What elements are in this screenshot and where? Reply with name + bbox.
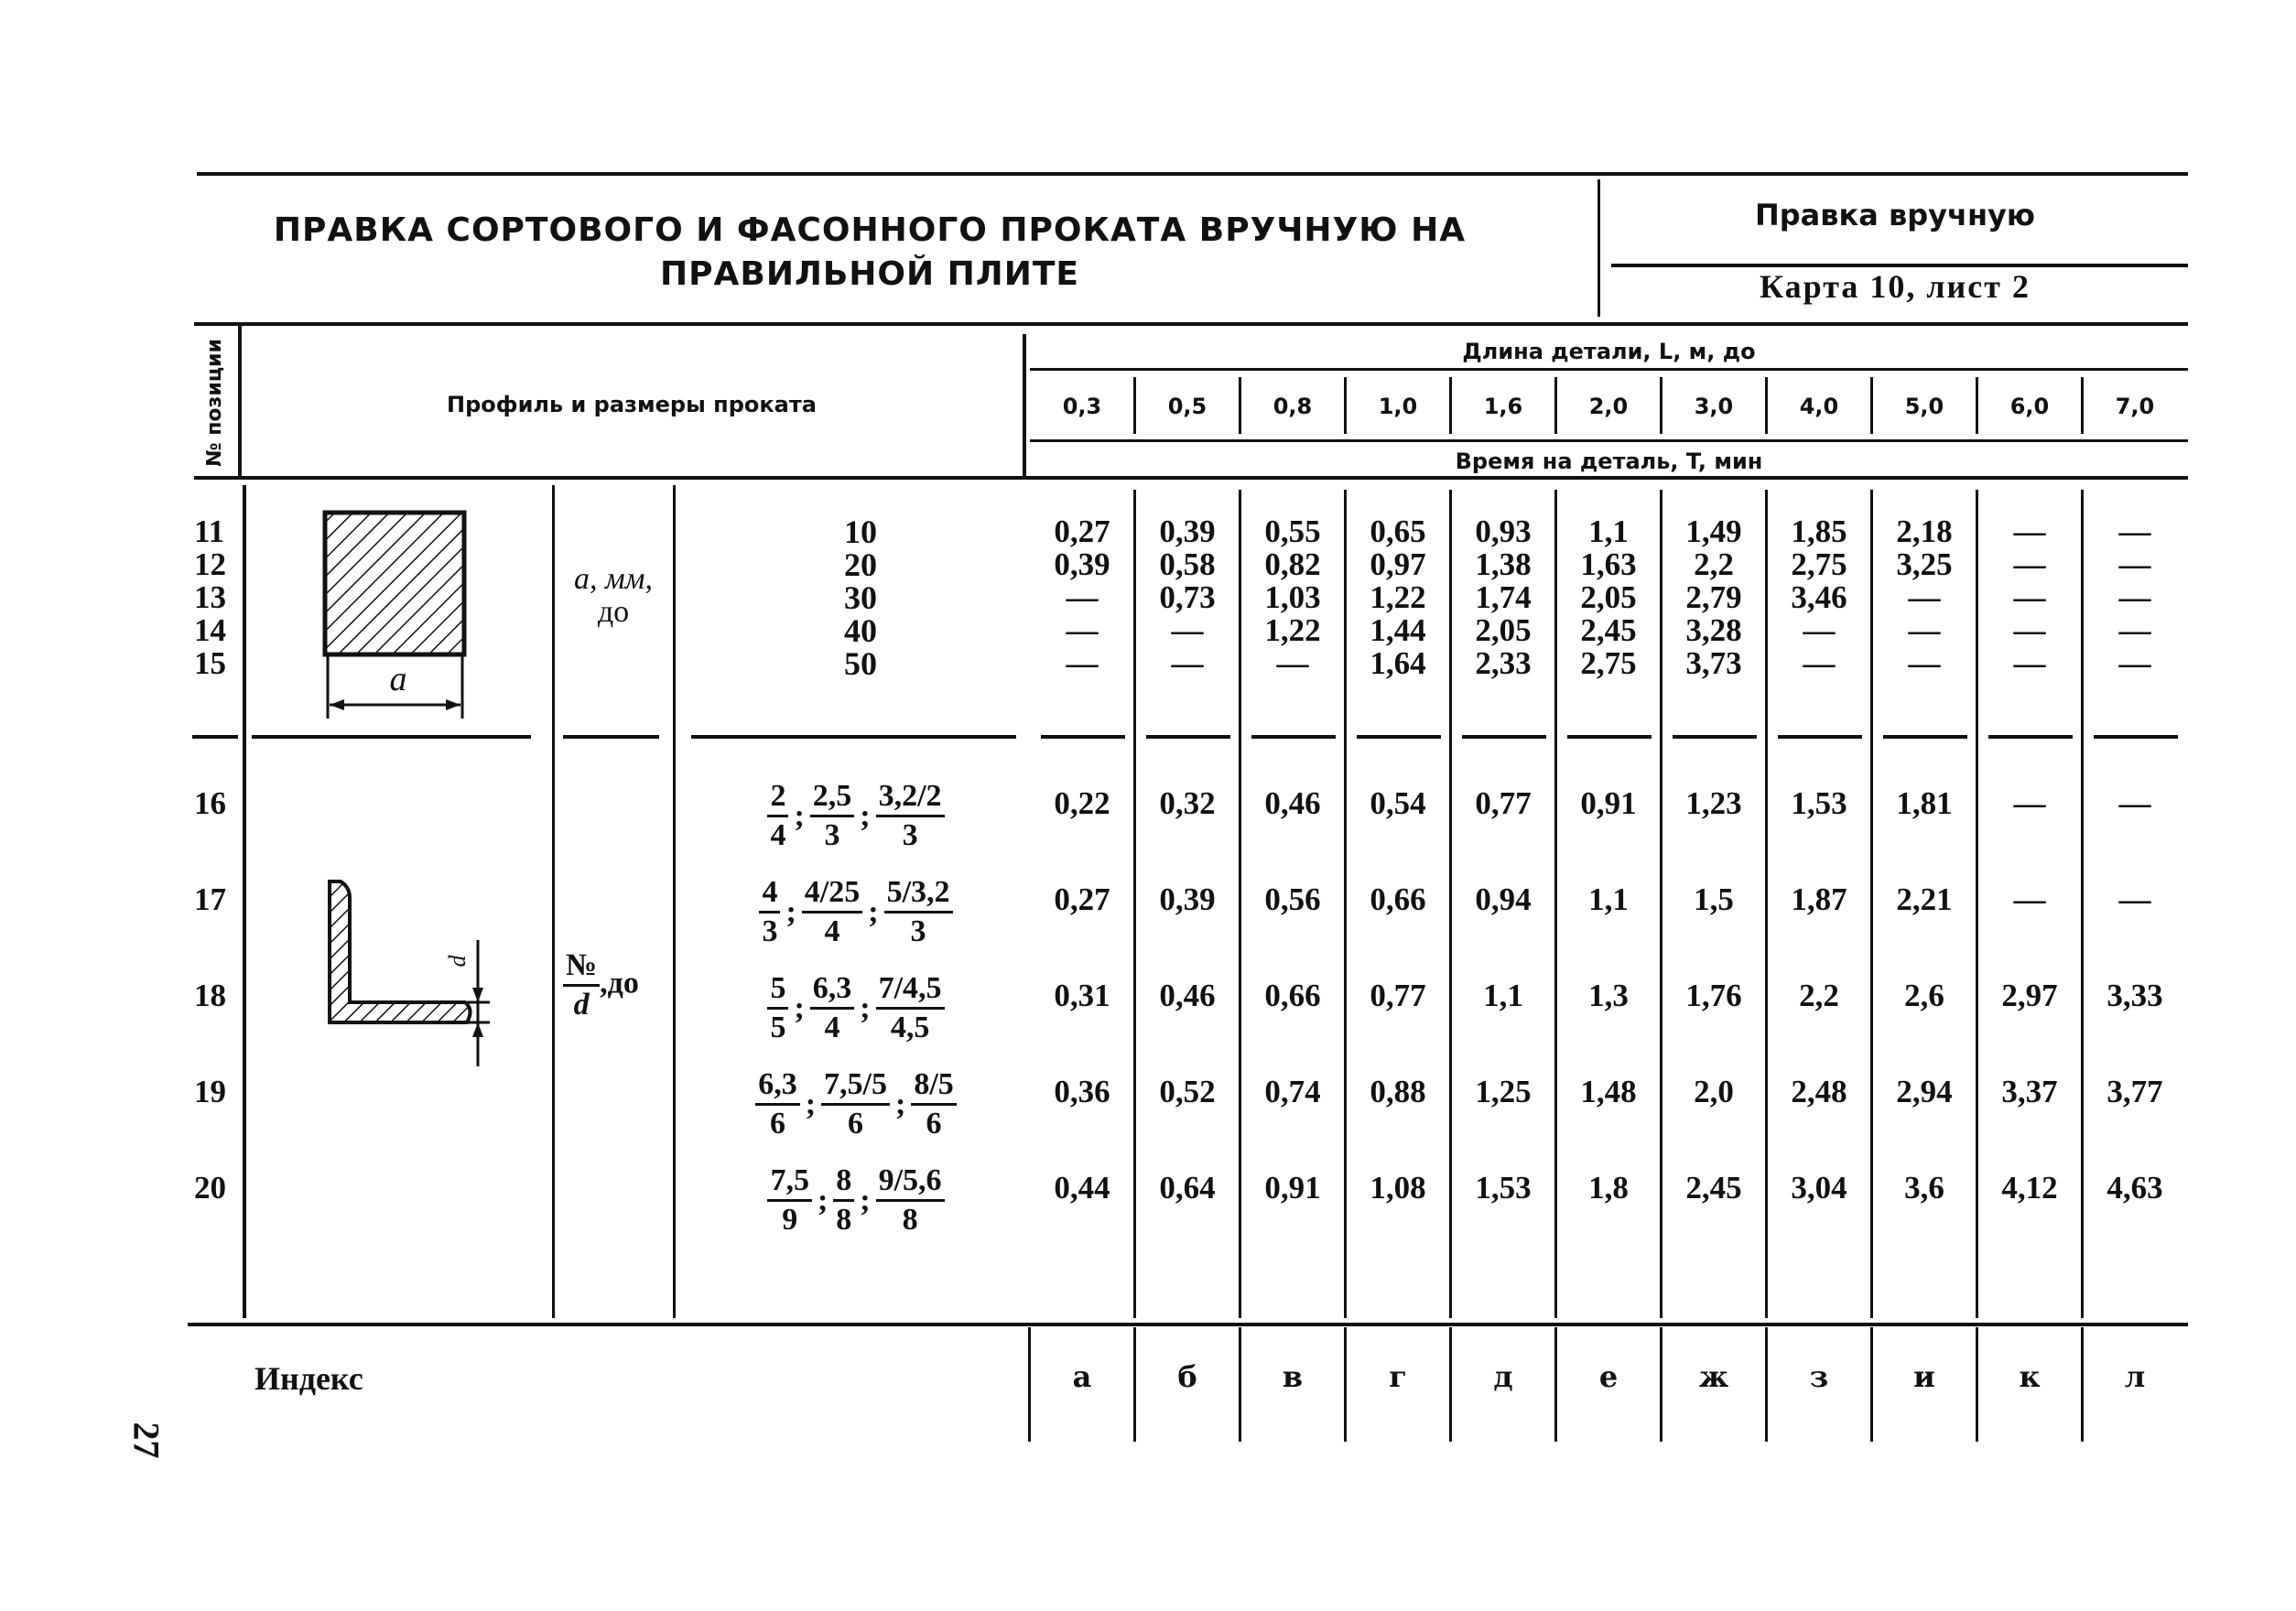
index-separator [2081, 1327, 2084, 1442]
time-value: 1,8 [1588, 1170, 1629, 1206]
length-separator [1344, 377, 1347, 434]
size-separator: ; [817, 1183, 829, 1217]
time-value: 1,81 [1896, 785, 1953, 821]
size-num: 4/25 [802, 874, 862, 914]
separator [1673, 735, 1757, 739]
index-letter: л [2124, 1359, 2146, 1394]
index-label: Индекс [255, 1360, 363, 1397]
time-value: 0,56 [1264, 881, 1321, 917]
pos-col-border [238, 325, 242, 476]
time-value: 2,6 [1904, 978, 1944, 1013]
time-value: 2,45 [1685, 1170, 1742, 1206]
time-value: 0,46 [1264, 785, 1321, 821]
time-value: 3,33 [2106, 978, 2163, 1013]
param-fraction [563, 947, 600, 1023]
index-letter: г [1389, 1359, 1407, 1394]
length-value: 5,0 [1904, 394, 1944, 419]
param-suffix: ,до [600, 966, 639, 1000]
index-separator [1133, 1327, 1136, 1442]
size-num: 6,3 [755, 1066, 800, 1106]
param-label-text: a, мм, [574, 562, 653, 596]
top-rule [197, 172, 2188, 176]
time-value: 2,2 [1799, 978, 1839, 1013]
page-title: ПРАВКА СОРТОВОГО И ФАСОННОГО ПРОКАТА ВРУЧНУЮ НА ПРАВИЛЬНОЙ ПЛИТЕ [273, 211, 1467, 293]
time-value: 2,79 [1685, 579, 1742, 615]
separator [1988, 735, 2073, 739]
index-letter: б [1177, 1359, 1197, 1394]
time-value: 2,97 [2001, 978, 2058, 1013]
param-label-upto: до [597, 595, 630, 629]
time-value: 1,44 [1370, 612, 1426, 648]
param-label-angle [563, 947, 673, 1023]
length-value: 0,5 [1167, 394, 1208, 419]
time-value: 1,64 [1370, 645, 1426, 681]
position-number: 20 [194, 1170, 226, 1206]
size-num: 4 [759, 874, 780, 914]
param-label-a [558, 563, 668, 629]
time-value: — [2013, 881, 2046, 917]
time-value: 3,04 [1791, 1170, 1847, 1206]
time-value: 0,52 [1159, 1074, 1216, 1109]
length-rule [1030, 368, 2188, 371]
size-value: 40 [844, 612, 877, 649]
position-number: 18 [194, 978, 226, 1013]
length-separator [1133, 377, 1136, 434]
length-value: 0,3 [1062, 394, 1102, 419]
time-value: 3,6 [1904, 1170, 1944, 1206]
size-num: 7,5 [767, 1162, 812, 1202]
position-number: 11 [194, 514, 225, 549]
time-value: 0,39 [1159, 881, 1216, 917]
index-letter: д [1493, 1359, 1513, 1394]
position-number: 17 [194, 881, 226, 917]
time-value: 1,53 [1475, 1170, 1532, 1206]
time-value: 3,28 [1685, 612, 1742, 648]
size-fraction [911, 1066, 956, 1142]
size-num: 2,5 [810, 778, 855, 817]
size-num: 2 [767, 778, 788, 817]
length-value: 4,0 [1799, 394, 1839, 419]
separator [1357, 735, 1441, 739]
size-fraction [802, 874, 862, 950]
time-value: — [2118, 514, 2151, 549]
time-value: 0,73 [1159, 579, 1216, 615]
separator [563, 735, 659, 739]
time-value: — [1066, 645, 1099, 681]
time-value: 1,3 [1588, 978, 1629, 1013]
time-value: 1,03 [1264, 579, 1321, 615]
size-num: 5/3,2 [884, 874, 953, 914]
position-number: 16 [194, 785, 226, 821]
length-value: 1,6 [1483, 394, 1523, 419]
time-value: — [1803, 612, 1836, 648]
separator [1567, 735, 1652, 739]
time-value: 0,27 [1054, 514, 1110, 549]
separator [1883, 735, 1967, 739]
position-number: 15 [194, 645, 226, 681]
size-den: 3 [762, 914, 778, 948]
time-value: — [1171, 612, 1204, 648]
length-separator [1660, 377, 1662, 434]
time-value: 1,25 [1475, 1074, 1532, 1109]
time-value: — [1066, 612, 1099, 648]
size-num: 7,5/5 [821, 1066, 890, 1106]
dim-letter-d: d [444, 955, 471, 968]
index-top-rule [188, 1323, 2188, 1326]
size-den: 8 [836, 1203, 852, 1237]
length-separator [1976, 377, 1978, 434]
time-value: — [1908, 645, 1941, 681]
value-column-border [1449, 490, 1452, 1318]
length-separator [2081, 377, 2084, 434]
index-letter: к [2019, 1359, 2041, 1394]
time-value: 2,2 [1694, 546, 1734, 582]
time-value: 4,63 [2106, 1170, 2163, 1206]
time-value: 0,66 [1264, 978, 1321, 1013]
angle-bar-hatched-icon [320, 874, 504, 1076]
time-value: 2,48 [1791, 1074, 1847, 1109]
size-den: 9 [782, 1203, 798, 1237]
time-value: — [2118, 579, 2151, 615]
position-number: 12 [194, 546, 226, 582]
time-value: 2,94 [1896, 1074, 1953, 1109]
size-separator: ; [895, 1087, 906, 1121]
time-value: — [1908, 612, 1941, 648]
lengths-bottom-rule [1030, 439, 2188, 442]
time-value: 1,74 [1475, 579, 1532, 615]
time-value: 1,08 [1370, 1170, 1426, 1206]
size-den: 3 [902, 818, 918, 852]
time-value: 0,55 [1264, 514, 1321, 549]
param-num: № [563, 947, 600, 987]
size-value: 50 [844, 645, 877, 682]
time-value: 1,5 [1694, 881, 1734, 917]
size-num: 9/5,6 [876, 1162, 945, 1202]
size-den: 4,5 [890, 1011, 930, 1044]
time-value: 1,53 [1791, 785, 1847, 821]
time-value: 3,77 [2106, 1074, 2163, 1109]
value-column-border [1660, 490, 1662, 1318]
separator [2094, 735, 2178, 739]
position-number: 13 [194, 579, 226, 615]
size-fraction [876, 778, 945, 854]
time-value: 1,22 [1370, 579, 1426, 615]
length-value: 2,0 [1588, 394, 1629, 419]
time-value: 3,73 [1685, 645, 1742, 681]
size-fraction [767, 1162, 812, 1238]
size-fraction [755, 1066, 800, 1142]
size-num: 5 [767, 970, 788, 1010]
time-value: — [2118, 881, 2151, 917]
time-value: 3,25 [1896, 546, 1953, 582]
time-value: — [1803, 645, 1836, 681]
size-den: 5 [770, 1011, 786, 1044]
time-value: 0,22 [1054, 785, 1110, 821]
separator [1146, 735, 1230, 739]
separator [691, 735, 1016, 739]
value-column-border [1870, 490, 1873, 1318]
index-separator [1554, 1327, 1557, 1442]
size-den: 6 [769, 1107, 785, 1141]
size-value: 30 [844, 579, 877, 616]
time-value: 1,85 [1791, 514, 1847, 549]
time-value: 2,33 [1475, 645, 1532, 681]
time-value: — [2118, 546, 2151, 582]
index-letter: а [1072, 1359, 1092, 1394]
length-value: 6,0 [2009, 394, 2050, 419]
time-value: — [1066, 579, 1099, 615]
size-fraction [821, 1066, 890, 1142]
profile-col-label: Профиль и размеры проката [447, 392, 817, 417]
size-separator: ; [860, 990, 871, 1025]
time-value: 1,23 [1685, 785, 1742, 821]
time-value: 0,32 [1159, 785, 1216, 821]
length-value: 3,0 [1694, 394, 1734, 419]
size-den: 4 [770, 818, 786, 852]
index-letter: з [1809, 1359, 1829, 1394]
position-number: 14 [194, 612, 226, 648]
index-separator [1660, 1327, 1662, 1442]
time-value: 1,38 [1475, 546, 1532, 582]
time-value: 1,87 [1791, 881, 1847, 917]
size-value: 10 [844, 514, 877, 550]
size-fraction [767, 778, 788, 854]
size-fraction [810, 970, 855, 1046]
index-separator [1028, 1327, 1031, 1442]
time-value: 0,82 [1264, 546, 1321, 582]
index-letter: ж [1698, 1359, 1729, 1394]
time-value: 1,76 [1685, 978, 1742, 1013]
size-fraction [759, 874, 780, 950]
index-separator [1239, 1327, 1241, 1442]
time-value: 1,63 [1580, 546, 1637, 582]
separator [1778, 735, 1862, 739]
size-num: 8/5 [911, 1066, 956, 1106]
time-value: 3,46 [1791, 579, 1847, 615]
length-value: 1,0 [1378, 394, 1418, 419]
time-value: 1,48 [1580, 1074, 1637, 1109]
time-value: 2,75 [1791, 546, 1847, 582]
time-value: 2,45 [1580, 612, 1637, 648]
length-separator [1870, 377, 1873, 434]
length-separator [1554, 377, 1557, 434]
size-den: 8 [902, 1203, 918, 1237]
size-num: 3,2/2 [876, 778, 945, 817]
size-fractions [696, 874, 1016, 950]
time-value: 1,1 [1588, 881, 1629, 917]
value-column-border [1765, 490, 1768, 1318]
index-letter: е [1598, 1359, 1619, 1394]
size-fraction [833, 1162, 854, 1238]
position-number: 19 [194, 1074, 226, 1109]
time-value: 0,46 [1159, 978, 1216, 1013]
size-separator: ; [794, 798, 805, 833]
time-value: — [1276, 645, 1309, 681]
time-value: — [2013, 579, 2046, 615]
size-fraction [876, 1162, 945, 1238]
value-column-border [1239, 490, 1241, 1318]
time-value: 0,77 [1475, 785, 1532, 821]
value-column-border [1133, 490, 1136, 1318]
length-separator [1449, 377, 1452, 434]
size-fraction [876, 970, 945, 1046]
time-value: 0,91 [1580, 785, 1637, 821]
pos-col-label: № позиции [203, 339, 226, 467]
time-value: — [2118, 785, 2151, 821]
dim-letter-a: a [389, 660, 407, 698]
size-num: 8 [833, 1162, 854, 1202]
time-value: — [1171, 645, 1204, 681]
time-value: — [1908, 579, 1941, 615]
size-separator: ; [785, 894, 796, 929]
time-value: 0,94 [1475, 881, 1532, 917]
time-value: — [2118, 612, 2151, 648]
separator [192, 735, 238, 739]
size-separator: ; [868, 894, 879, 929]
time-value: 2,05 [1580, 579, 1637, 615]
time-value: 0,58 [1159, 546, 1216, 582]
time-value: — [2013, 612, 2046, 648]
length-separator [1239, 377, 1241, 434]
time-value: — [2013, 785, 2046, 821]
index-separator [1765, 1327, 1768, 1442]
size-den: 3 [824, 818, 840, 852]
length-label: Длина детали, L, м, до [1462, 339, 1756, 364]
table-top-rule [194, 322, 2188, 326]
separator [1251, 735, 1336, 739]
index-letter: и [1913, 1359, 1935, 1394]
time-value: 2,05 [1475, 612, 1532, 648]
length-value: 0,8 [1273, 394, 1313, 419]
time-label: Время на деталь, T, мин [1455, 449, 1763, 474]
separator [1462, 735, 1546, 739]
time-value: 1,1 [1588, 514, 1629, 549]
size-num: 6,3 [810, 970, 855, 1010]
time-value: — [2013, 514, 2046, 549]
index-separator [1870, 1327, 1873, 1442]
size-fraction [884, 874, 953, 950]
time-value: 0,54 [1370, 785, 1426, 821]
time-value: 3,37 [2001, 1074, 2058, 1109]
value-column-border [2081, 490, 2084, 1318]
index-separator [1976, 1327, 1978, 1442]
section-label: Правка вручную [1754, 198, 2036, 232]
index-letter: в [1282, 1359, 1304, 1394]
time-value: 1,1 [1483, 978, 1523, 1013]
time-value: 2,21 [1896, 881, 1953, 917]
time-value: 0,65 [1370, 514, 1426, 549]
index-separator [1449, 1327, 1452, 1442]
time-value: 0,91 [1264, 1170, 1321, 1206]
time-value: 0,64 [1159, 1170, 1216, 1206]
time-value: 0,77 [1370, 978, 1426, 1013]
time-value: 0,36 [1054, 1074, 1110, 1109]
time-value: 0,66 [1370, 881, 1426, 917]
time-value: 2,0 [1694, 1074, 1734, 1109]
time-value: 4,12 [2001, 1170, 2058, 1206]
time-value: 0,39 [1159, 514, 1216, 549]
size-separator: ; [860, 798, 871, 833]
size-fractions [696, 1066, 1016, 1142]
time-value: 0,31 [1054, 978, 1110, 1013]
size-separator: ; [805, 1087, 817, 1121]
size-num: 7/4,5 [876, 970, 945, 1010]
time-value: 0,74 [1264, 1074, 1321, 1109]
page-number: 27 [125, 1422, 168, 1459]
header-bottom-rule [194, 476, 2188, 480]
time-value: 2,75 [1580, 645, 1637, 681]
size-den: 6 [926, 1107, 942, 1141]
profile-col-border [1023, 334, 1026, 476]
time-value: 0,97 [1370, 546, 1426, 582]
length-value: 7,0 [2115, 394, 2155, 419]
size-fraction [810, 778, 855, 854]
separator [1041, 735, 1125, 739]
index-separator [1344, 1327, 1347, 1442]
time-value: — [2118, 645, 2151, 681]
card-label: Карта 10, лист 2 [1760, 268, 2031, 305]
size-den: 3 [910, 914, 926, 948]
time-value: 2,18 [1896, 514, 1953, 549]
size-fractions [696, 778, 1016, 854]
size-separator: ; [860, 1183, 871, 1217]
size-den: 6 [848, 1107, 864, 1141]
body-border-icon [552, 485, 555, 1318]
size-fractions [696, 970, 1016, 1046]
value-column-border [1554, 490, 1557, 1318]
time-value: 0,39 [1054, 546, 1110, 582]
length-separator [1765, 377, 1768, 434]
param-den: d [573, 988, 590, 1022]
time-value: 0,93 [1475, 514, 1532, 549]
size-fractions [696, 1162, 1016, 1238]
value-column-border [1976, 490, 1978, 1318]
time-value: 1,22 [1264, 612, 1321, 648]
time-value: 0,27 [1054, 881, 1110, 917]
time-value: — [2013, 645, 2046, 681]
separator [252, 735, 531, 739]
body-border-param [673, 485, 676, 1318]
size-den: 4 [824, 1011, 840, 1044]
time-value: 1,49 [1685, 514, 1742, 549]
header-divider [1597, 179, 1600, 317]
size-fraction [767, 970, 788, 1046]
time-value: — [2013, 546, 2046, 582]
time-value: 0,88 [1370, 1074, 1426, 1109]
value-column-border [1344, 490, 1347, 1318]
size-value: 20 [844, 546, 877, 583]
size-separator: ; [794, 990, 805, 1025]
size-den: 4 [824, 914, 840, 948]
time-value: 0,44 [1054, 1170, 1110, 1206]
